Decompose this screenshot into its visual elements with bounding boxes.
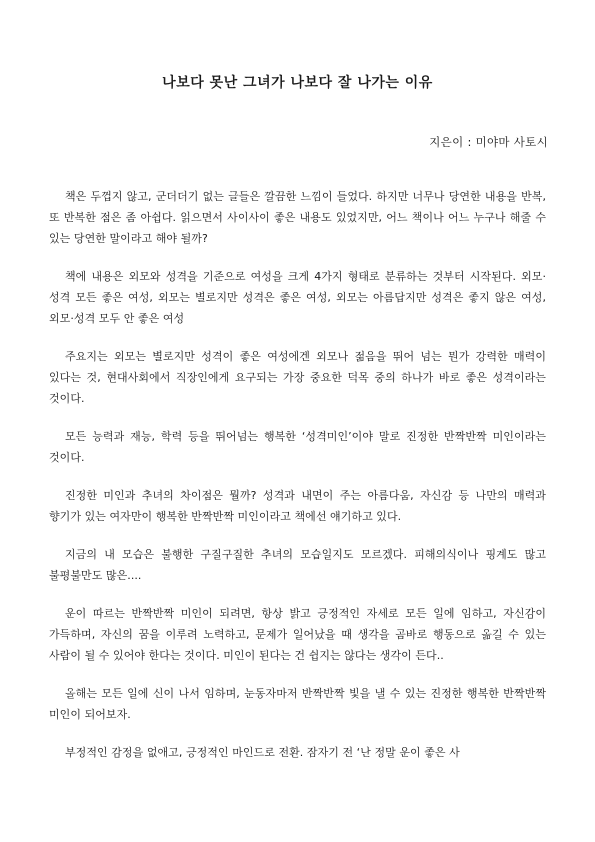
- paragraph: 지금의 내 모습은 불행한 구질구질한 추녀의 모습일지도 모르겠다. 피해의식이나 핑계도 많고 불평불만도 많은....: [49, 548, 546, 582]
- paragraph: 진정한 미인과 추녀의 차이점은 뭘까? 성격과 내면이 주는 아름다움, 자신감 등 나만의 매력과 향기가 있는 여자만이 행복한 반짝반짝 미인이라고 책에선 얘기하고 있다.: [49, 489, 546, 523]
- paragraph: 부정적인 감정을 없애고, 긍정적인 마인드로 전환. 잠자기 전 ‘난 정말 운이 좋은 사: [65, 746, 460, 759]
- paragraph: 올해는 모든 일에 신이 나서 임하며, 눈동자마저 반짝반짝 빛을 낼 수 있는 진정한 행복한 반짝반짝 미인이 되어보자.: [49, 687, 546, 721]
- paragraph: 운이 따르는 반짝반짝 미인이 되려면, 항상 밝고 긍정적인 자세로 모든 일에 임하고, 자신감이 가득하며, 자신의 꿈을 이루려 노력하고, 문제가 일어났을 때 생각을 곰바로 행동으로 옮길 수 있는 사람이 될 수 있어야 한다는 것이다. 미인이 된다는 건 쉽지는 않다는 생각이 든다..: [49, 607, 546, 662]
- document-title: 나보다 못난 그녀가 나보다 잘 나가는 이유: [162, 75, 433, 91]
- paragraph: 책에 내용은 외모와 성격을 기준으로 여성을 크게 4가지 형태로 분류하는 것부터 시작된다. 외모·성격 모든 좋은 여성, 외모는 별로지만 성격은 좋은 여성, 외모는 아름답지만 성격은 좋지 않은 여성, 외모·성격 모두 안 좋은 여성: [49, 270, 546, 325]
- author-line: 지은이 : 미야마 사토시: [429, 135, 548, 149]
- document-body: [49, 186, 546, 780]
- paragraph: 모든 능력과 재능, 학력 등을 뛰어넘는 행복한 ‘성격미인’이야 말로 진정한 반짝반짝 미인이라는 것이다.: [49, 430, 546, 464]
- paragraph: 주요지는 외모는 별로지만 성격이 좋은 여성에겐 외모나 젊음을 뛰어 넘는 뭔가 강력한 매력이 있다는 것, 현대사회에서 직장인에게 요구되는 가장 중요한 덕목 중의 하나가 바로 좋은 성격이라는 것이다.: [49, 350, 546, 405]
- paragraph: 책은 두껍지 않고, 군더더기 없는 글들은 깔끔한 느낌이 들었다. 하지만 너무나 당연한 내용을 반복, 또 반복한 점은 좀 아쉽다. 읽으면서 사이사이 좋은 내용도 있었지만, 어느 책이나 어느 누구나 해줄 수 있는 당연한 말이라고 해야 될까?: [49, 190, 546, 245]
